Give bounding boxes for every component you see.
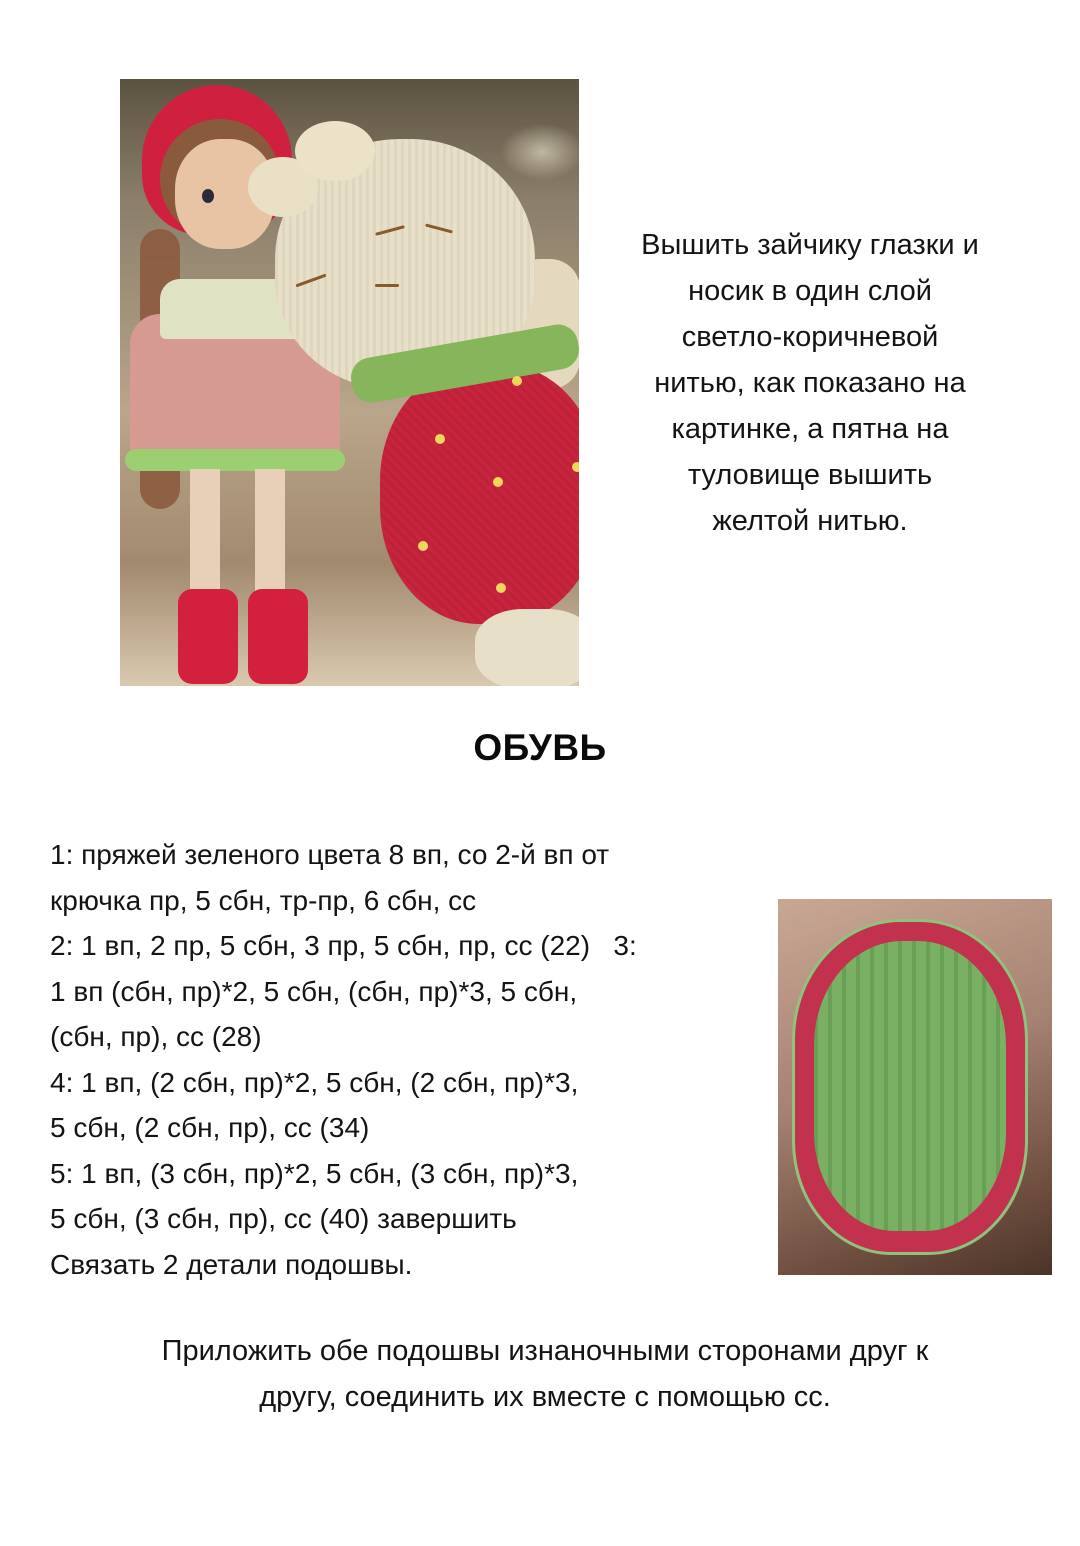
caption-line: нитью, как показано на <box>654 367 966 399</box>
pattern-line: 5 сбн, (3 сбн, пр), сс (40) завершить <box>50 1203 517 1234</box>
pattern-line: 5 сбн, (2 сбн, пр), сс (34) <box>50 1112 370 1143</box>
yellow-spot <box>493 477 503 487</box>
caption-line: туловище вышить <box>687 459 933 491</box>
doll-shoe <box>248 589 308 684</box>
pattern-line: Связать 2 детали подошвы. <box>50 1248 413 1280</box>
pattern-line: (сбн, пр), сс (28) <box>50 1021 262 1052</box>
doll-leg <box>255 469 285 609</box>
caption-line: Вышить зайчику глазки и <box>641 229 979 261</box>
embroidery-instructions <box>590 222 1030 544</box>
bunny-ear <box>295 121 375 181</box>
sole-photo <box>778 899 1052 1275</box>
yellow-spot <box>418 541 428 551</box>
pattern-line: крючка пр, 5 сбн, тр-пр, 6 сбн, сс <box>50 884 477 916</box>
bunny-strawberry-body <box>380 364 579 624</box>
footer-line: другу, соединить их вместе с помощью сс. <box>259 1381 831 1413</box>
bunny-bottom <box>475 609 579 686</box>
pattern-line: 4: 1 вп, (2 сбн, пр)*2, 5 сбн, (2 сбн, пр)*3, <box>50 1066 579 1098</box>
caption-line: светло-коричневой <box>681 321 939 353</box>
footer-line: Приложить обе подошвы изнаночными сторонами друг к <box>161 1335 929 1367</box>
bunny-nose-stitch <box>375 284 399 287</box>
pattern-line: 2: 1 вп, 2 пр, 5 сбн, 3 пр, 5 сбн, пр, сс (22) 3: <box>50 930 637 961</box>
doll-eye <box>202 189 214 203</box>
caption-line: желтой нитью. <box>712 505 908 537</box>
doll-shoe <box>178 589 238 684</box>
yellow-spot <box>572 462 579 472</box>
yellow-spot <box>496 583 506 593</box>
section-title-shoes: ОБУВЬ <box>473 727 607 768</box>
caption-line: картинке, а пятна на <box>671 413 949 445</box>
assembly-instructions <box>60 1328 1030 1420</box>
caption-line: носик в один слой <box>688 275 932 307</box>
yellow-spot <box>435 434 445 444</box>
doll-skirt-hem <box>125 449 345 471</box>
yellow-spot <box>512 376 522 386</box>
pattern-line: 1 вп (сбн, пр)*2, 5 сбн, (сбн, пр)*3, 5 сбн, <box>50 975 578 1007</box>
sole-green-center <box>814 941 1006 1231</box>
doll-leg <box>190 469 220 609</box>
pattern-line: 1: пряжей зеленого цвета 8 вп, со 2-й вп от <box>50 839 610 870</box>
doll-bunny-photo <box>120 79 579 686</box>
sole-pattern <box>50 832 770 1287</box>
pattern-line: 5: 1 вп, (3 сбн, пр)*2, 5 сбн, (3 сбн, пр)*3, <box>50 1157 579 1189</box>
